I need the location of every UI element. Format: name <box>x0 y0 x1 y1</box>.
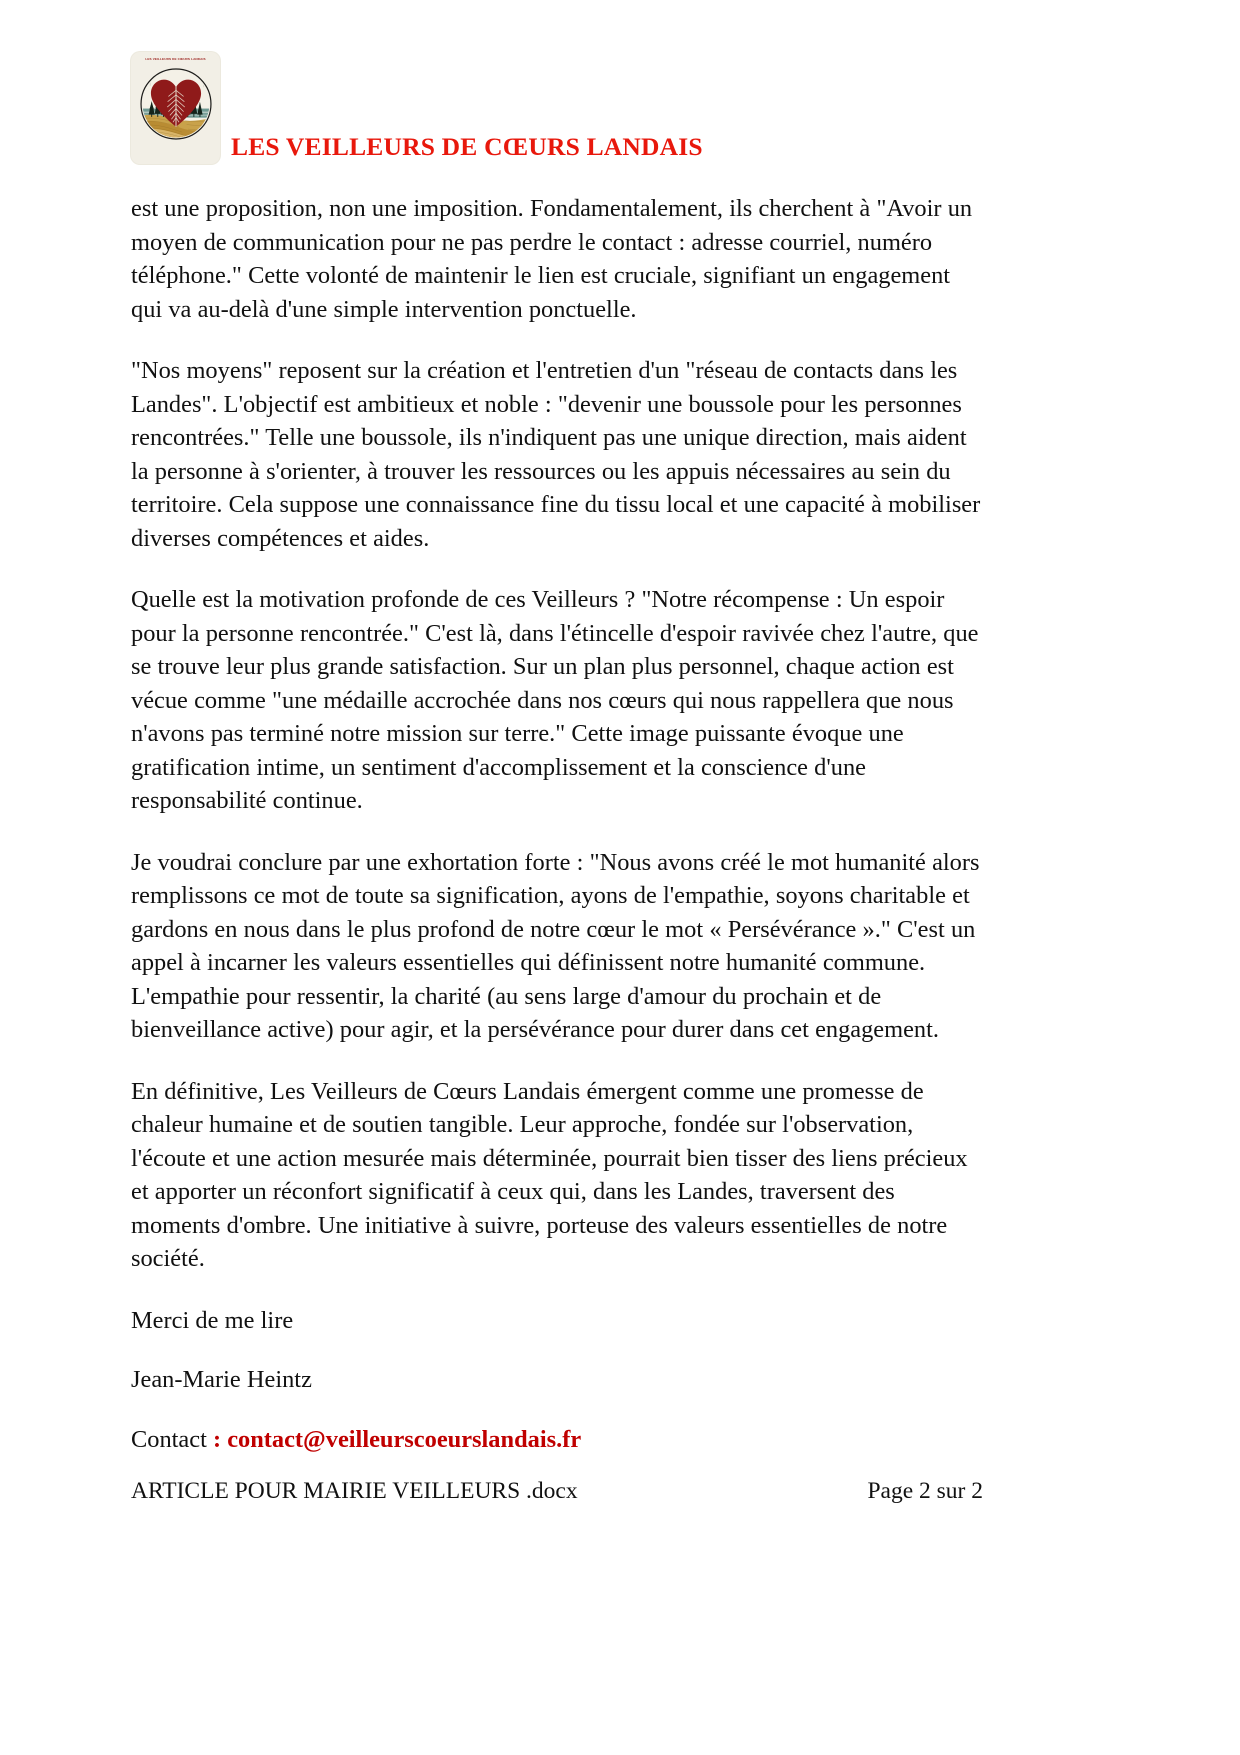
document-header <box>131 52 1111 172</box>
paragraph: est une proposition, non une imposition. Fondamentalement, ils cherchent à "Avoir un moyen de communication pour ne pas perdre le contact : adresse courriel, numéro téléphone." Cette volonté de maintenir le lien est cruciale, signifiant un engagement qui va au-delà d'une simple intervention ponctuelle. <box>131 195 973 323</box>
paragraph: Quelle est la motivation profonde de ces Veilleurs ? "Notre récompense : Un espoir pour la personne rencontrée." C'est là, dans l'étincelle d'espoir ravivée chez l'autre, que se trouve leur plus grande satisfaction. Sur un plan plus personnel, chaque action est vécue comme "une médaille accrochée dans nos cœurs qui nous rappellera que nous n'avons pas terminé notre mission sur terre." Cette image puissante évoque une gratification intime, un sentiment d'accomplissement et la conscience d'une responsabilité continue. <box>131 586 979 814</box>
paragraph: Je voudrai conclure par une exhortation forte : "Nous avons créé le mot humanité alors remplissons ce mot de toute sa signification, ayons de l'empathie, soyons charitable et gardons en nous dans le plus profond de notre cœur le mot « Persévérance »." C'est un appel à incarner les valeurs essentielles qui définissent notre humanité commune. L'empathie pour ressentir, la charité (au sens large d'amour du prochain et de bienveillance active) pour agir, et la persévérance pour durer dans cet engagement. <box>131 848 980 1043</box>
contact-label: Contact <box>131 1425 213 1453</box>
page-title: LES VEILLEURS DE CŒURS LANDAIS <box>231 132 703 161</box>
contact-separator: : <box>212 1425 228 1453</box>
document-body <box>131 192 983 1456</box>
contact-email-link[interactable]: contact@veilleurscoeurslandais.fr <box>227 1425 582 1453</box>
footer-page-number: Page 2 sur 2 <box>867 1478 983 1504</box>
page-footer <box>131 1476 983 1506</box>
organization-logo <box>131 52 220 164</box>
heart-landscape-emblem-icon <box>138 66 214 142</box>
closing-thanks: Merci de me lire <box>131 1306 294 1334</box>
author-signature: Jean-Marie Heintz <box>131 1366 312 1393</box>
footer-file-name: ARTICLE POUR MAIRIE VEILLEURS .docx <box>131 1478 578 1504</box>
paragraph: En définitive, Les Veilleurs de Cœurs Landais émergent comme une promesse de chaleur humaine et de soutien tangible. Leur approche, fondée sur l'observation, l'écoute et une action mesurée mais déterminée, pourrait bien tisser des liens précieux et apporter un réconfort significatif à ceux qui, dans les Landes, traversent des moments d'ombre. Une initiative à suivre, porteuse des valeurs essentielles de notre société. <box>131 1077 968 1272</box>
contact-line <box>131 1423 983 1457</box>
logo-caption-text: LES VEILLEURS DE CŒURS LANDAIS <box>145 57 206 61</box>
paragraph: "Nos moyens" reposent sur la création et l'entretien d'un "réseau de contacts dans les Landes". L'objectif est ambitieux et noble : "devenir une boussole pour les personnes rencontrées." Telle une boussole, ils n'indiquent pas une unique direction, mais aident la personne à s'orienter, à trouver les ressources ou les appuis nécessaires au sein du territoire. Cela suppose une connaissance fine du tissu local et une capacité à mobiliser diverses compétences et aides. <box>131 357 981 552</box>
